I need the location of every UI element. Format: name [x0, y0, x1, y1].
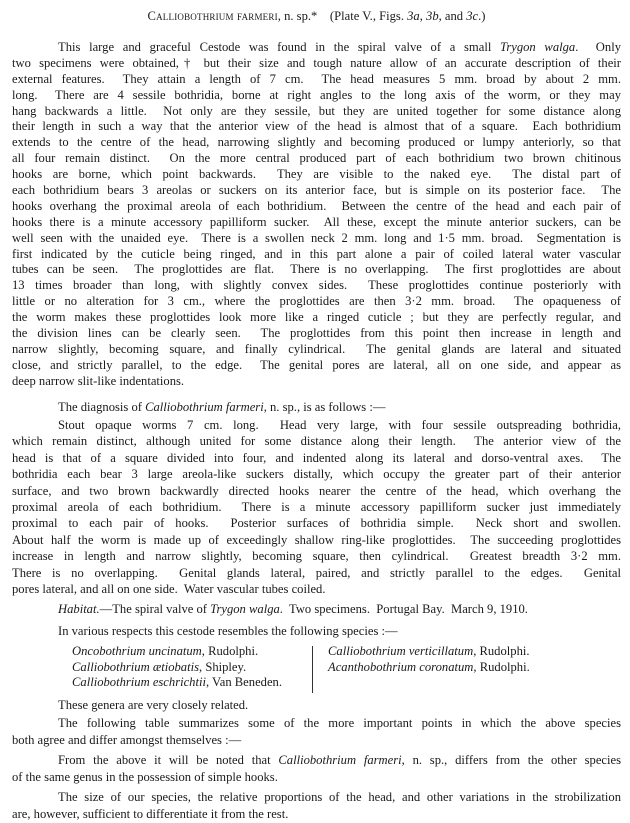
text-line	[12, 466, 621, 482]
text-run: , Rudolphi.	[201, 644, 259, 658]
species-entry	[72, 675, 282, 691]
italic-run: 3b	[426, 9, 439, 23]
text-line	[12, 215, 621, 231]
text-line	[12, 183, 621, 199]
species-entry	[328, 660, 530, 676]
diagnosis-intro	[12, 399, 621, 416]
italic-run: Habitat.	[58, 602, 100, 616]
text-run: both agree and differ amongst themselves :—	[12, 733, 242, 747]
text-line	[12, 499, 621, 515]
text-line	[12, 483, 621, 499]
column-divider	[312, 646, 313, 693]
italic-run: Acanthobothrium coronatum	[328, 659, 474, 674]
text-run: extends to the centre of the head, narrowing slightly and becoming produced or lumpy anteriorly, so that	[12, 135, 621, 150]
diagnosis-paragraph	[12, 417, 621, 597]
text-run: pores lateral, and all on one side. Water vascular tubes coiled.	[12, 581, 326, 596]
text-line	[12, 56, 621, 72]
text-run: The diagnosis of	[58, 400, 146, 414]
text-line	[12, 104, 621, 120]
text-line	[12, 342, 621, 358]
text-line	[12, 697, 621, 714]
italic-run: 3c	[466, 9, 479, 23]
text-run: , n. sp., differs from the other species	[401, 753, 621, 767]
text-line	[12, 167, 621, 183]
italic-run: Calliobothrium verticillatum	[328, 644, 474, 658]
text-line	[12, 88, 621, 104]
text-line	[12, 769, 621, 786]
text-run: There is no overlapping. Genital glands lateral, paired, and strictly parallel to the edges. Genital	[12, 565, 621, 580]
text-run: These genera are very closely related.	[58, 698, 249, 712]
text-run: close, and strictly parallel, to the edge. The genital pores are lateral, all on one side, and appear as	[12, 357, 621, 372]
text-run: first indicated by the cuticle being ringed, and in this part alone a pair of coiled lateral water vascular	[12, 246, 621, 261]
text-run: , and	[438, 9, 467, 23]
text-run: , n. sp.* (Plate V., Figs.	[277, 9, 408, 23]
text-line	[12, 565, 621, 581]
italic-run: Calliobothrium farmeri	[147, 9, 278, 23]
italic-run: Calliobothrium farmeri	[278, 753, 402, 767]
text-line	[12, 732, 621, 749]
genera-related	[12, 697, 621, 714]
text-line	[12, 548, 621, 564]
text-run: The following table summarizes some of the more important points in which the above species	[58, 716, 621, 730]
text-run: tubes can be seen. The proglottides are flat. There is no overlapping. The first proglottides are about	[12, 262, 621, 277]
section-heading	[12, 8, 621, 25]
italic-run: Calliobothrium farmeri	[145, 400, 264, 414]
text-run: From the above it will be noted that	[58, 753, 279, 767]
text-line	[12, 581, 621, 597]
text-run: surface, and two brown backwardly directed hooks nearer the centre of the head, which overhang the	[12, 483, 621, 498]
italic-run: Trygon walga	[500, 40, 576, 54]
description-paragraph	[12, 40, 621, 390]
text-run: of the same genus in the possession of simple hooks.	[12, 770, 278, 784]
text-run: About half the worm is made up of exceedingly shallow ring-like proglottides. The succeeding proglottides	[12, 532, 621, 547]
text-line	[12, 399, 621, 416]
text-run: which remain distinct, although united for some distance along their length. The anterior view of the	[12, 434, 621, 449]
text-line	[12, 623, 621, 640]
text-run: hooks are borne, which point backwards. They are visible to the naked eye. The distal part of	[12, 167, 621, 182]
text-run: hang backwards a little. Not only are they sessile, but they are united together for some distance along	[12, 103, 621, 118]
text-line	[12, 294, 621, 310]
text-run: all four remain distinct. On the more central produced part of each bothridium two brown chitinous	[12, 151, 621, 166]
resemblance-intro	[12, 623, 621, 640]
text-line	[12, 135, 621, 151]
text-run: head is that of a square divided into four, and indented along its lateral and dorso-ventral axes. The	[12, 450, 621, 465]
text-run: . Two specimens. Portugal Bay. March 9, 1910.	[279, 602, 528, 616]
text-run: , Van Beneden.	[205, 675, 282, 689]
species-entry	[72, 660, 282, 676]
text-run: , Shipley.	[199, 659, 247, 674]
text-run: long. There are 4 sessile bothridia, borne at right angles to the long axis of the worm, or they may	[12, 87, 621, 102]
text-line	[12, 262, 621, 278]
text-run: narrow slightly, becoming square, and finally cylindrical. The genital glands are lateral and situated	[12, 341, 621, 356]
text-line	[12, 601, 621, 618]
italic-run: Calliobothrium ætiobatis	[72, 659, 200, 674]
text-run: the division lines can be clearly seen. The proglottides from this point then increase in length and	[12, 326, 621, 341]
text-run: , Rudolphi.	[473, 659, 530, 674]
text-run: deep narrow slit-like indentations.	[12, 373, 185, 388]
text-run: proximal areola of each bothridium. There is a minute accessory papilliform sucker just immediately	[12, 499, 621, 514]
text-line	[12, 374, 621, 390]
text-line	[12, 532, 621, 548]
text-line	[12, 806, 621, 823]
conclusion-paragraph	[12, 789, 621, 823]
text-run: increase in length and narrow slightly, becoming square, then cylindrical. Greatest breadth 3·2 mm.	[12, 549, 621, 564]
text-run: proximal to each pair of hooks. Posterior surfaces of bothridia simple. Neck short and swollen.	[12, 516, 621, 531]
text-line	[12, 72, 621, 88]
text-run: . Only	[575, 40, 621, 54]
text-run: Stout opaque worms 7 cm. long. Head very large, with four sessile outspreading bothridia,	[58, 418, 621, 432]
species-column-left	[72, 644, 282, 691]
text-run: the worm makes these proglottides look more like a ringed cuticle ; but they are perfectly regular, and	[12, 310, 621, 325]
habitat-paragraph	[12, 601, 621, 618]
text-run: This large and graceful Cestode was found in the spiral valve of a small	[58, 40, 501, 54]
text-line	[12, 326, 621, 342]
title-line	[12, 8, 621, 25]
text-run: ,	[419, 9, 427, 23]
text-line	[12, 358, 621, 374]
species-entry	[72, 644, 282, 660]
text-line	[12, 310, 621, 326]
text-line	[12, 515, 621, 531]
text-run: little or no alteration for 3 cm., where the proglottides are then 3·2 mm. broad. The opaqueness of	[12, 294, 621, 309]
text-line	[12, 417, 621, 433]
text-run: 13 times broader than long, with slightly convex sides. These proglottides continue posteriorly with	[12, 278, 621, 293]
table-intro-paragraph	[12, 715, 621, 749]
text-line	[12, 450, 621, 466]
species-entry	[328, 644, 530, 660]
text-line	[12, 231, 621, 247]
text-run: external features. They attain a length of 7 cm. The head measures 5 mm. broad by about 2 mm.	[12, 71, 621, 86]
text-line	[12, 119, 621, 135]
text-run: .)	[478, 9, 486, 23]
italic-run: Oncobothrium uncinatum	[72, 644, 202, 658]
italic-run: Calliobothrium eschrichtii	[72, 675, 206, 689]
text-line	[12, 752, 621, 769]
text-line	[12, 40, 621, 56]
text-run: —The spiral valve of	[99, 602, 211, 616]
text-run: two specimens were obtained,† but their size and tough nature allow of an accurate description of their	[12, 55, 621, 70]
text-line	[12, 715, 621, 732]
text-line	[12, 278, 621, 294]
species-list	[72, 644, 592, 692]
text-run: are, however, sufficient to differentiate it from the rest.	[12, 807, 289, 821]
text-run: each bothridium bears 3 areolas or suckers on its anterior face, but is simple on its posterior face. The	[12, 183, 621, 198]
text-run: well seen with the unaided eye. There is a swollen neck 2 mm. long and 1·5 mm. broad. Segmentation is	[12, 230, 621, 245]
comparison-paragraph	[12, 752, 621, 786]
text-run: hooks there is a minute accessory papilliform sucker. All these, except the minute anterior suckers, can be	[12, 214, 621, 229]
text-run: , n. sp., is as follows :—	[263, 400, 386, 414]
text-run: hooks overhang the proximal areola of each bothridium. Between the centre of the head and each pair of	[12, 198, 621, 213]
text-run: The size of our species, the relative proportions of the head, and other variations in the strobilization	[58, 790, 621, 804]
text-run: In various respects this cestode resembles the following species :—	[58, 624, 398, 638]
species-column-right	[328, 644, 530, 675]
text-line	[12, 151, 621, 167]
text-line	[12, 433, 621, 449]
italic-run: Trygon walga	[210, 602, 280, 616]
text-line	[12, 247, 621, 263]
text-run: bothridia each bear 3 large areola-like suckers distally, which occupy the greater part of their anterior	[12, 467, 621, 482]
text-line	[12, 199, 621, 215]
text-run: their length in such a way that the anterior view of the head is almost that of a square. Each bothridium	[12, 119, 621, 134]
italic-run: 3a	[407, 9, 420, 23]
text-run: , Rudolphi.	[473, 644, 530, 658]
text-line	[12, 789, 621, 806]
